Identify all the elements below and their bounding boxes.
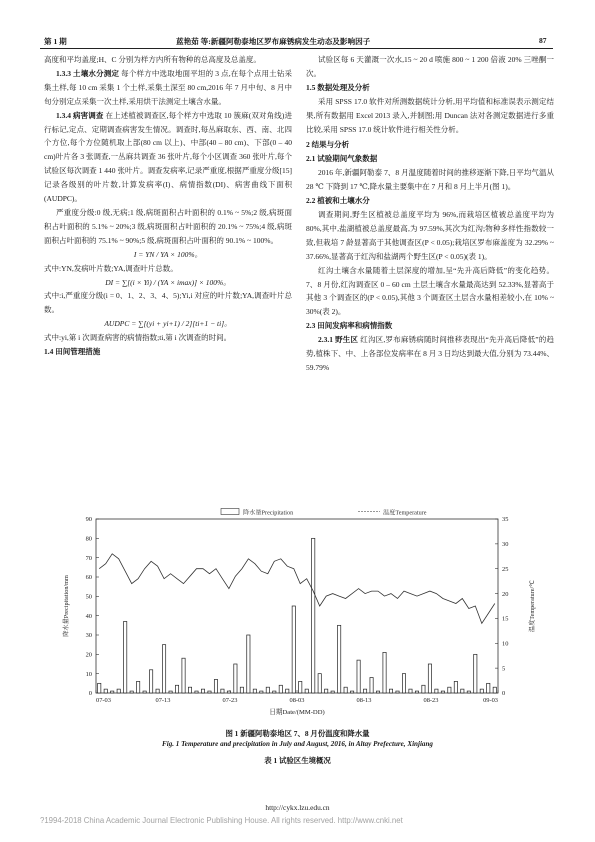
section-heading-1-5: 1.5 数据处理及分析 [306,82,370,92]
precipitation-bar [344,687,347,693]
x-tick-label: 07-23 [222,697,238,704]
precipitation-bar [111,691,114,693]
precipitation-bar [363,689,366,693]
precipitation-bar [448,687,451,693]
header-rule [40,48,553,49]
y-right-tick-label: 25 [502,565,509,573]
y-left-tick-label: 10 [85,670,92,678]
section-2-1-paragraph: 2016 年,新疆阿勒泰 7、8 月温度随着时间的推移逐渐下降,日平均气温从 28 ℃ 下降到 17 ℃,降水量主要集中在 7 月和 8 月上半月(图 1)。 [306,168,554,192]
section-heading-2-1: 2.1 试验期间气象数据 [306,154,378,164]
y-left-tick-label: 60 [85,574,92,582]
section-2-2-paragraph-a: 调查期间,野生区植被总盖度平均为 96%,而栽培区植被总盖度平均为 80%,其中,盐湖植被总盖度最高,为 97.59%,其次为红沟;物种多样性指数较一致,但栽培 7 龄显著高于其他调查区(P < 0.05);栽培区罗布麻盖度为 32.29% ~ 37.66%,显著高于红沟和盐湖两个野生区(P < 0.05)(表 1)。 [306,209,554,261]
legend-bar-swatch [221,509,239,515]
precipitation-bar [370,678,373,693]
precipitation-bar [279,685,282,693]
precipitation-bar [156,689,159,693]
copyright-footer: ?1994-2018 China Academic Journal Electronic Publishing House. All rights reserved. http://www.cnki.net [40,816,403,825]
paragraph-text: 每个样方中选取地面平坦的 3 点,在每个点用土钻采集土样,每 10 cm 采集 1 个土样,采集土深至 80 cm,2016 年 7 月中旬、8 月中旬分别定点采集一次土样,采用烘干法测定土壤含水量。 [44,68,293,106]
x-axis-label: 日期Date/(MM-DD) [269,709,325,716]
y-right-tick-label: 0 [502,690,506,698]
precipitation-bar [487,683,490,693]
y-right-tick-label: 10 [502,640,509,648]
page-number: 87 [539,36,547,45]
x-tick-label: 08-03 [289,697,305,704]
precipitation-bar [182,658,185,693]
formula-audpc: AUDPC = ∑[(yi + yi+1) / 2][ti+1 − ti]。 [104,319,232,329]
issue-label: 第 1 期 [44,37,67,46]
y-left-tick-label: 70 [85,554,92,562]
section-heading-2: 2 结果与分析 [306,140,350,150]
precipitation-bar [312,538,315,693]
section-1-3-3 [44,67,292,109]
precipitation-bar [402,674,405,693]
precipitation-bar [240,687,243,693]
precipitation-bar [247,635,250,693]
y-axis-right-label: 温度Temperature/℃ [529,579,536,633]
section-1-4-paragraph: 试验区每 6 天灌溉一次水,15 ~ 20 d 喷施 800 ~ 1 200 倍液 20% 三唑酮一次。 [306,55,554,78]
y-right-tick-label: 30 [502,541,509,549]
running-title: 蓝艳茹 等:新疆阿勒泰地区罗布麻锈病发生动态及影响因子 [176,37,371,46]
formula-incidence-definition: 式中:YN,发病叶片数;YA,调查叶片总数。 [44,263,178,273]
section-heading-1-4: 1.4 田间管理措施 [44,347,101,357]
left-column [44,53,292,359]
legend-line-label: 温度Temperature [383,509,427,517]
precipitation-bar [493,687,496,693]
section-heading: 2.3.1 野生区 [318,335,359,345]
severity-grading-paragraph: 严重度分级:0 级,无病;1 级,病斑面积占叶面积的 0.1% ~ 5%;2 级,病斑面积占叶面积的 5.1% ~ 20%;3 级,病斑面积占叶面积的 20.1% ~ 75%;4 级,病斑面积占叶面积的 75.1% ~ 90%;5 级,病斑面积占叶面积的 90.1% ~ 100%。 [44,207,292,245]
precipitation-bar [474,654,477,693]
section-2-2-paragraph-b: 红沟土壤含水量随着土层深度的增加,呈“先升高后降低”的变化趋势。7、8 月份,红沟调查区 0 – 60 cm 土层土壤含水量最高达到 52.33%,显著高于其他 3 个调查区的(P < 0.05),其他 3 个调查区土层含水量相差较小,在 10% ~ 30%(表 2)。 [306,265,554,317]
precipitation-bar [331,691,334,693]
section-heading: 1.3.3 土壤水分测定 [56,68,120,78]
precipitation-bar [273,691,276,693]
precipitation-bar [422,685,425,693]
precipitation-bar [441,691,444,693]
y-left-tick-label: 40 [85,612,92,620]
precipitation-bar [292,606,295,693]
precipitation-bar [227,691,230,693]
precipitation-bar [428,664,431,693]
precipitation-bar [461,689,464,693]
precipitation-bar [357,660,360,693]
table-1-title: 表 1 试验区生境概况 [264,756,331,765]
y-left-tick-label: 0 [88,690,92,698]
precipitation-bar [389,689,392,693]
precipitation-bar [299,681,302,693]
precipitation-bar [396,691,399,693]
precipitation-bar [124,621,127,693]
figure-1 [40,505,558,727]
precipitation-bar [234,664,237,693]
precipitation-bar [162,645,165,693]
formula-incidence: I = YN / YA × 100%。 [133,249,203,259]
y-right-tick-label: 15 [502,615,509,623]
y-left-tick-label: 80 [85,535,92,543]
precipitation-bar [467,691,470,693]
y-right-tick-label: 5 [502,665,506,673]
precipitation-bar [195,691,198,693]
plot-frame [96,519,498,693]
formula-disease-index: DI = ∑[(i × Yi) / (YA × imax)] × 100%。 [105,277,231,287]
precipitation-bar [415,691,418,693]
journal-url: http://cykx.lzu.edu.cn [265,803,330,812]
x-tick-label: 09-03 [483,697,498,704]
figure-caption-cn: 图 1 新疆阿勒泰地区 7、8 月份温度和降水量 [225,729,370,738]
precipitation-bar [253,689,256,693]
precipitation-bar [338,625,341,693]
y-left-tick-label: 30 [85,632,92,640]
temperature-precipitation-chart [40,505,558,727]
precipitation-bar [266,687,269,693]
x-tick-label: 07-13 [155,697,171,704]
precipitation-bar [143,691,146,693]
section-heading: 1.3.4 病害调查 [56,110,104,120]
y-right-tick-label: 20 [502,590,509,598]
precipitation-bar [325,689,328,693]
precipitation-bar [188,687,191,693]
precipitation-bar [435,689,438,693]
precipitation-bar [98,683,101,693]
y-left-tick-label: 90 [85,516,92,524]
paragraph-text: 在上述植被调查区,每个样方中选取 10 簇麻(双对角线)进行标记,定点、定期调查病害发生情况。调查时,每丛麻取东、西、南、北四个方位,每个方位随机取上部(80 cm 以上)、中部(40 – 80 cm)、下部(0 – 40 cm)叶片各 3 张调查,一丛麻共调查 36 张叶片,每个小区调查 360 张叶片,每个试验区每次调查 1 440 张叶片。调查发病率,记录严重度,根据严重度分级[15] 记录各级别的叶片数,计算发病率(I)、病情指数(DI)、病害曲线下面积(AUDPC)。 [44,110,293,204]
precipitation-bar [260,691,263,693]
legend-bar-label: 降水量Precipitation [243,509,294,517]
precipitation-bar [376,691,379,693]
precipitation-bar [350,691,353,693]
precipitation-bar [383,652,386,693]
temperature-line [99,554,495,624]
x-tick-label: 07-03 [96,697,111,704]
chart-legend [221,509,427,517]
section-1-3-4 [44,109,292,206]
precipitation-bar [454,681,457,693]
section-heading-2-3: 2.3 田间发病率和病情指数 [306,321,393,331]
precipitation-bar [409,689,412,693]
precipitation-bar [221,689,224,693]
y-left-tick-label: 20 [85,651,92,659]
paragraph-text: 红沟区,罗布麻锈病随时间推移表现出“先升高后降低”的趋势,植株下、中、上各部位发病率在 8 月 3 日均达到最大值,分别为 73.44%、59.79% [306,335,555,372]
precipitation-bar [137,681,140,693]
precipitation-bar [175,685,178,693]
precipitation-bar [104,689,107,693]
precipitation-bar [117,689,120,693]
precipitation-bar [149,670,152,693]
y-right-tick-label: 35 [502,516,509,524]
formula-disease-index-definition: 式中:i,严重度分级(i = 0、1、2、3、4、5);Yi,i 对应的叶片数;YA,调查叶片总数。 [44,291,292,315]
intro-paragraph: 高度和平均盖度;H、C 分别为样方内所有物种的总高度及总盖度。 [44,55,261,64]
section-1-5-paragraph: 采用 SPSS 17.0 软件对所测数据统计分析,用平均值和标准误表示测定结果,所有数据用 Excel 2013 录入,并制图;用 Duncan 法对各测定数据进行多重比较,采用 SPSS 17.0 统计软件进行相关性分析。 [306,96,554,134]
precipitation-bar [208,691,211,693]
section-2-3-1 [306,333,554,375]
precipitation-bar [130,691,133,693]
precipitation-bar [480,689,483,693]
right-column [306,53,554,375]
x-tick-label: 08-13 [356,697,372,704]
section-heading-2-2: 2.2 植被和土壤水分 [306,196,370,206]
x-tick-label: 08-23 [423,697,439,704]
precipitation-bar [169,691,172,693]
precipitation-bar [318,674,321,693]
precipitation-bar [201,689,204,693]
y-left-tick-label: 50 [85,593,92,601]
precipitation-bar [286,689,289,693]
formula-audpc-definition: 式中:yi,第 i 次调查病害的病情指数;ti,第 i 次调查的时间。 [44,333,232,343]
figure-caption-en: Fig. 1 Temperature and precipitation in July and August, 2016, in Altay Prefecture, Xinjiang [162,740,433,748]
precipitation-bar [305,689,308,693]
y-axis-left-label: 降水量Precipitation/mm [63,575,70,637]
precipitation-bar [214,679,217,693]
